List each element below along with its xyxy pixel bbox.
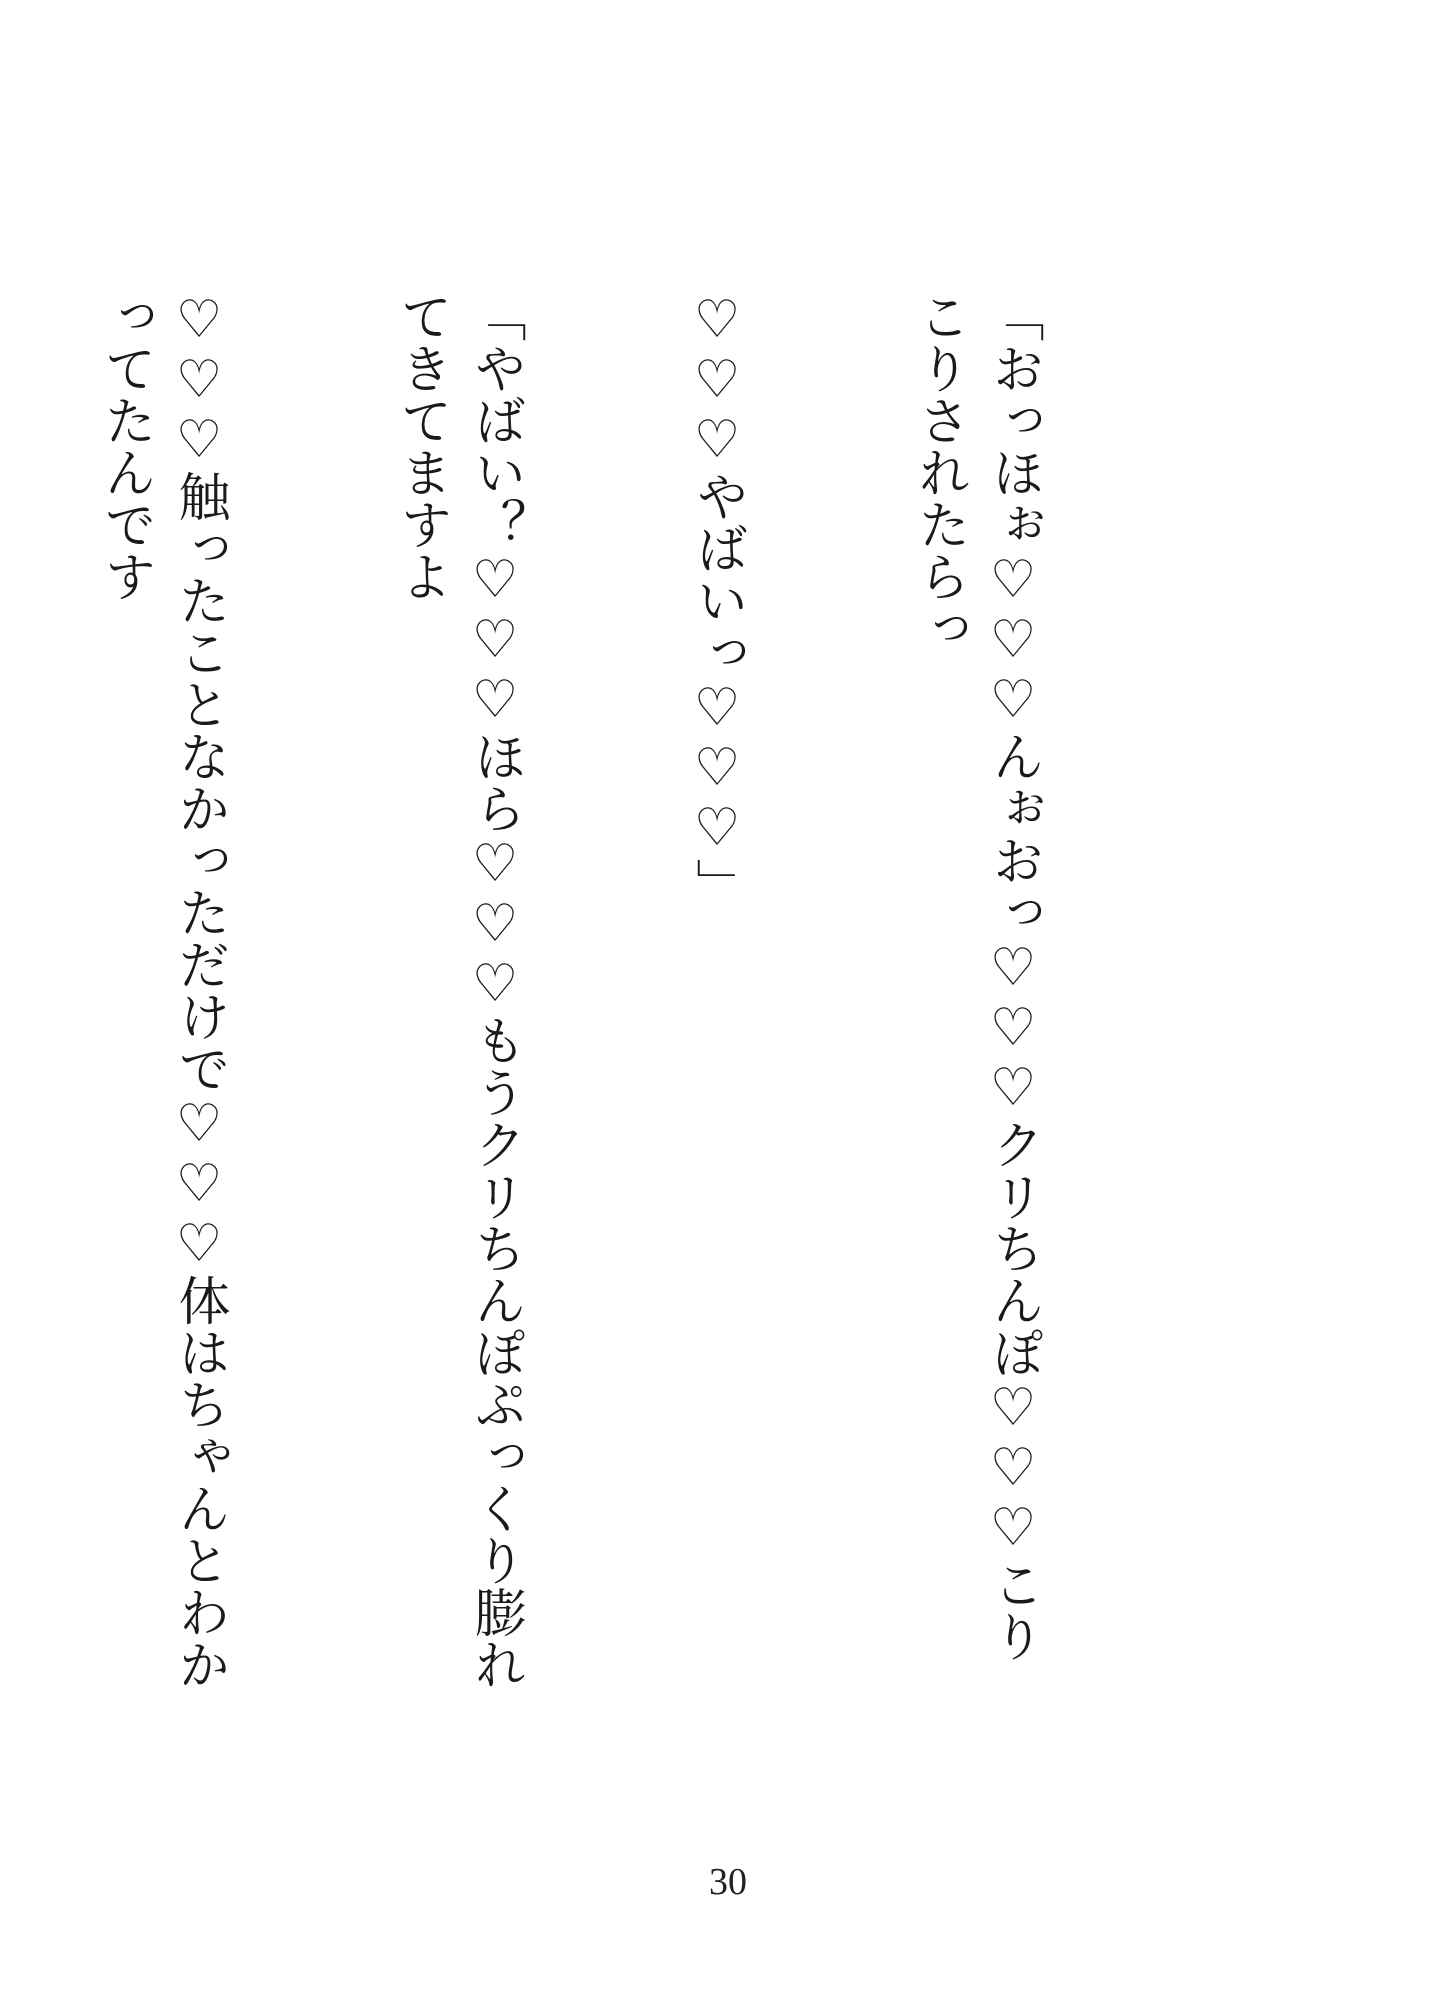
page-number: 30 [709, 1861, 747, 1903]
body-text [0, 290, 1198, 1710]
text-line: 「やばい？♡♡♡ほら♡♡♡もうクリちんぽぷっくり膨れてきてますよ [391, 290, 525, 1690]
text-line: ♡♡♡触ったことなかっただけで♡♡♡体はちゃんとわかってたんです [95, 290, 229, 1690]
text-line: 「おっほぉ♡♡♡んぉおっ♡♡♡クリちんぽ♡♡♡こりこりされたらっ [909, 290, 1043, 1662]
text-line: ♡♡♡やばいっ♡♡♡」 [687, 290, 747, 910]
